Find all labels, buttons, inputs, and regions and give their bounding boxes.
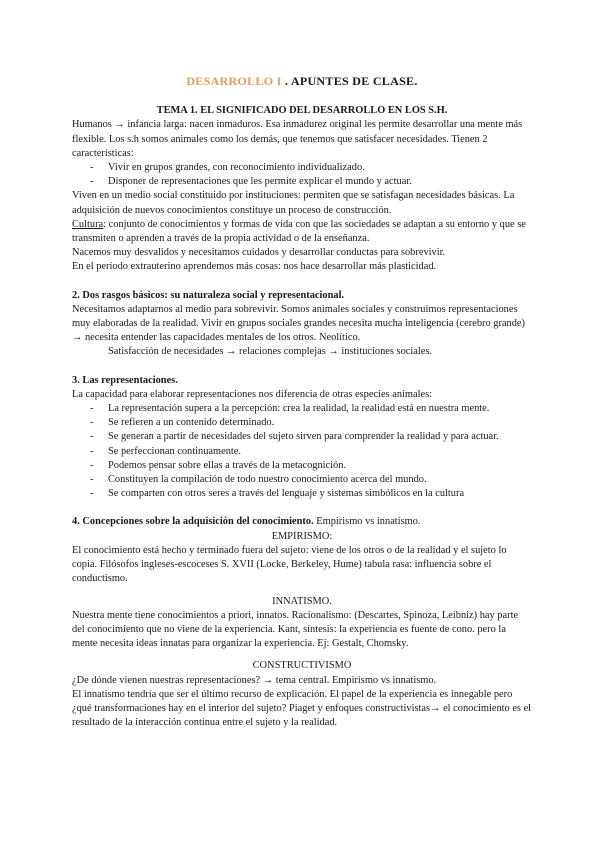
constructivismo-title: CONSTRUCTIVISMO bbox=[252, 660, 352, 672]
constructivismo-text-1: ¿De dónde vienen nuestras representaciones? → tema central. Empirismo vs innatismo. bbox=[72, 674, 437, 686]
section2-text: Necesitamos adaptarnos al medio para sobrevivir. Somos animales sociales y construimos representaciones muy elaboradas de la realidad. Vivir en grupos sociales grandes necesita mucha inteligencia (cerebro grande) → necesita entender las capacidades mentales de los otros. Neolítico. bbox=[72, 303, 526, 344]
empirismo-text: El conocimiento está hecho y terminado fuera del sujeto: viene de los otros o de la realidad y el sujeto lo copia. Filósofos ingleses-escoceses S. XVII (Locke, Berkeley, Hume) tabula rasa: influencia sobre el conductismo. bbox=[72, 544, 507, 585]
list-item: - Podemos pensar sobre ellas a través de la metacognición. bbox=[72, 459, 532, 473]
tema-intro: Humanos → infancia larga: nacen inmaduros. Esa inmadurez original les permite desarrollar una mente más flexible. Los s.h somos animales como los demás, que tenemos que satisfacer necesidades. Tienen 2 características: bbox=[72, 119, 523, 159]
list-item: - Se refieren a un contenido determinado. bbox=[72, 416, 532, 430]
list-item: - Se generan a partir de necesidades del sujeto sirven para comprender la realidad y para actuar. bbox=[72, 430, 532, 444]
constructivismo-text-2: El innatismo tendría que ser el último recurso de explicación. El papel de la experiencia es innegable pero ¿qué transformaciones hay en el interior del sujeto? Piaget y enfoques constructivistas→ el conocimiento es el resultado de la interacción continua entre el sujeto y la realidad. bbox=[72, 688, 532, 729]
section4-heading: 4. Concepciones sobre la adquisición del conocimiento. bbox=[72, 516, 314, 528]
document-title bbox=[72, 74, 532, 88]
list-item: - Vivir en grupos grandes, con reconocimiento individualizado. bbox=[72, 161, 532, 175]
empirismo-title: EMPIRISMO: bbox=[271, 530, 333, 542]
section2-indented: Satisfacción de necesidades → relaciones complejas → instituciones sociales. bbox=[108, 346, 433, 358]
tema-title: TEMA 1. EL SIGNIFICADO DEL DESARROLLO EN LOS S.H. bbox=[156, 105, 448, 117]
list-item: - Se perfeccionan continuamente. bbox=[72, 445, 532, 459]
cultura-paragraph bbox=[72, 218, 532, 246]
tema-paragraph-3: En el período extrauterino aprendemos más cosas: nos hace desarrollar más plasticidad. bbox=[72, 261, 437, 273]
list-item: - Se comparten con otros seres a través del lenguaje y sistemas simbólicos en la cultura bbox=[72, 487, 532, 501]
list-item: - La representación supera a la percepción: crea la realidad, la realidad está en nuestra mente. bbox=[72, 402, 532, 416]
tema-paragraph-1: Viven en un medio social constituido por instituciones: permiten que se satisfagan necesidades básicas. La adquisición de nuevos conocimientos constituye un proceso de construcción. bbox=[72, 190, 515, 216]
cultura-text: : conjunto de conocimientos y formas de vida con que las sociedades se adaptan a su entorno y que se transmiten o aprenden a través de la propia actividad o de la enseñanza. bbox=[72, 218, 526, 245]
list-item: - Disponer de representaciones que les permite explicar el mundo y actuar. bbox=[72, 175, 532, 189]
innatismo-title: INNATISMO. bbox=[272, 595, 332, 607]
title-rest: . APUNTES DE CLASE. bbox=[281, 74, 418, 88]
innatismo-text: Nuestra mente tiene conocimientos a priori, innatos. Racionalismo: (Descartes, Spinoza, Leibniz) hay parte del conocimiento que no viene de la experiencia. Kant, síntesis: la experiencia es fuente de cono. pero la mente necesita ideas innatas para organizar la experiencia. Ej: Gestalt, Chomsky. bbox=[72, 609, 519, 650]
cultura-label: Cultura bbox=[72, 218, 104, 230]
list-item: - Constituyen la compilación de todo nuestro conocimiento acerca del mundo. bbox=[72, 473, 532, 487]
section4-heading-line bbox=[72, 515, 532, 529]
section3-heading: 3. Las representaciones. bbox=[72, 374, 178, 386]
section2-heading: 2. Dos rasgos básicos: su naturaleza social y representacional. bbox=[72, 289, 345, 301]
tema-bullet-list bbox=[72, 161, 532, 189]
section4-heading-rest: Empirismo vs innatismo. bbox=[313, 516, 421, 528]
tema-paragraph-2: Nacemos muy desvalidos y necesitamos cuidados y desarrollar conductas para sobrevivir. bbox=[72, 247, 446, 259]
title-accent: DESARROLLO I bbox=[186, 74, 282, 88]
document-content bbox=[72, 74, 532, 730]
section3-bullet-list bbox=[72, 402, 532, 501]
section3-intro: La capacidad para elaborar representaciones nos diferencia de otras especies animales: bbox=[72, 388, 433, 400]
